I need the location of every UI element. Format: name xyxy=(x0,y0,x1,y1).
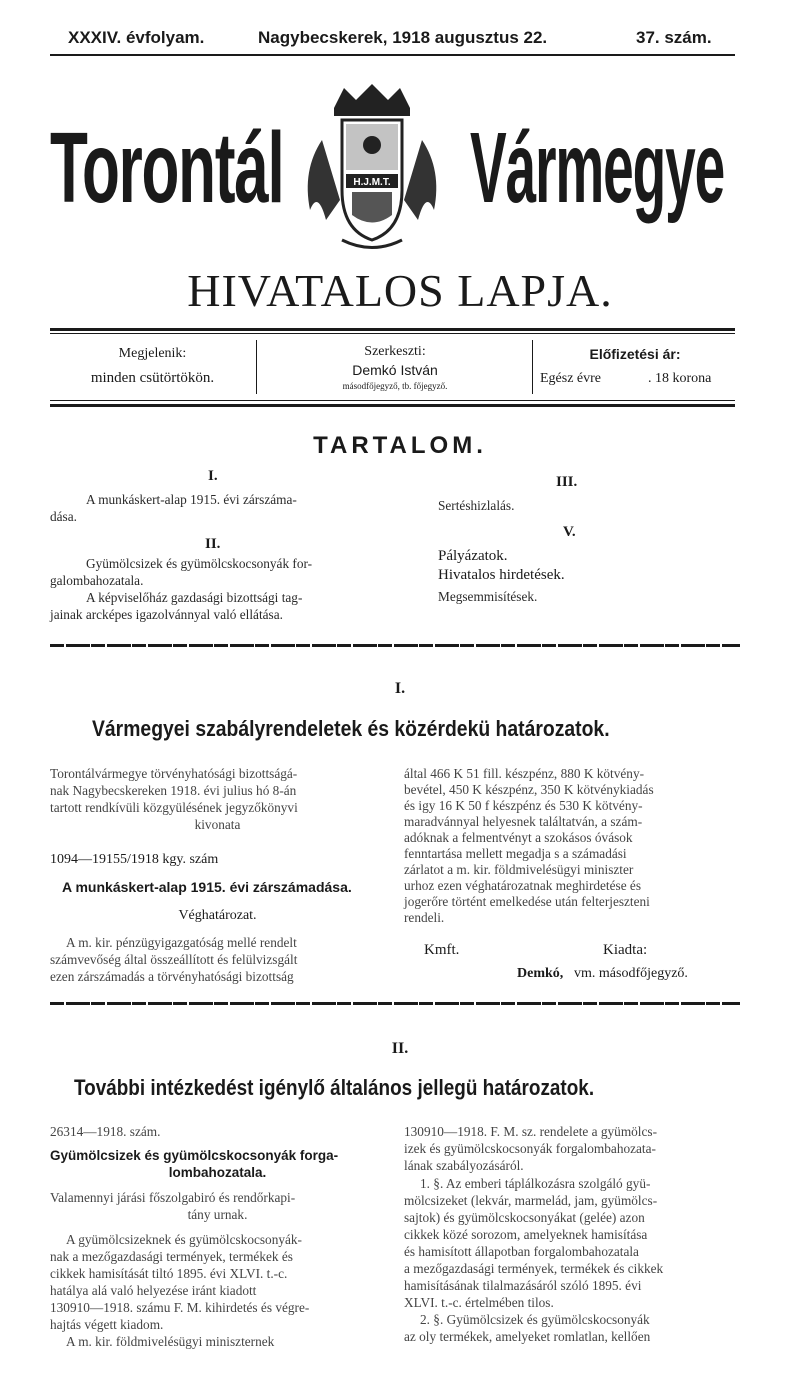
toc-sec1-line1: A munkáskert-alap 1915. évi zárszáma- xyxy=(86,492,297,507)
toc-sec2-line2: galombahozatala. xyxy=(50,573,144,588)
s1-r-l6: fenntartása mellett megadja s a számadási xyxy=(404,846,627,861)
s2-r-l12: 2. §. Gyümölcsizek és gyümölcskocsonyák xyxy=(420,1312,650,1327)
s2-p1-l3: cikkek hamisítását tiltó 1895. évi XLVI. t.-c. xyxy=(50,1266,288,1281)
info-col3-label: Előfizetési ár: xyxy=(589,346,681,362)
toc-bottom-rule xyxy=(50,644,740,647)
info-col2-value: Demkó István xyxy=(352,362,438,378)
info-bottom-rule-2 xyxy=(50,404,735,407)
toc-sec1-numeral: I. xyxy=(208,468,218,484)
toc-sec3-numeral: III. xyxy=(556,474,578,490)
section2-numeral: II. xyxy=(391,1040,409,1057)
s1-decision: Véghatározat. xyxy=(178,908,257,923)
issue-number: 37. szám. xyxy=(636,28,712,47)
section1-heading: Vármegyei szabályrendeletek és közérdekü határozatok. xyxy=(92,716,610,741)
s1-r-l10: rendeli. xyxy=(404,910,445,925)
crest-emblem xyxy=(282,80,462,250)
place-date: Nagybecskerek, 1918 augusztus 22. xyxy=(258,28,548,47)
s1-signature-title: vm. másodfőjegyző. xyxy=(574,966,688,981)
s1-intro-l3: tartott rendkívüli közgyülésének jegyzőkönyvi xyxy=(50,800,298,815)
top-rule xyxy=(50,54,735,56)
s1-signature-name: Demkó, xyxy=(517,966,564,981)
section2-heading-box xyxy=(74,1073,794,1103)
s1-r-l1: által 466 K 51 fill. készpénz, 880 K kötvény- xyxy=(404,766,645,781)
s1-p1-l2: számvevőség által összeállított és felülvizsgált xyxy=(50,952,298,967)
toc-sec5-item2: Hivatalos hirdetések. xyxy=(438,567,565,583)
s1-p1-l3: ezen zárszámadás a törvényhatósági bizottság xyxy=(50,969,294,984)
s1-r-l4: maradvánnyal helyesnek találtatván, a szám- xyxy=(404,814,643,829)
s1-p1-l1: A m. kir. pénzügyigazgatóság mellé rendelt xyxy=(66,935,297,950)
info-col3-value-b: . 18 korona xyxy=(648,371,712,386)
s2-r-l3: lának szabályozásáról. xyxy=(404,1158,524,1173)
info-col1-label: Megjelenik: xyxy=(118,346,187,361)
s2-r-l7: cikkek közé sorozom, amelyeknek hamisítása xyxy=(404,1227,648,1242)
s2-p2-l1: A m. kir. földmivelésügyi miniszternek xyxy=(66,1334,275,1349)
s1-intro-l4: kivonata xyxy=(194,817,241,832)
toc-sec5-numeral: V. xyxy=(563,524,576,540)
section1-numeral: I. xyxy=(394,680,406,697)
s2-r-l11: XLVI. t.-c. értelmében tilos. xyxy=(404,1295,554,1310)
toc-heading: TARTALOM. xyxy=(313,432,487,459)
toc-sec2-numeral: II. xyxy=(205,536,221,552)
info-col2-sub: másodfőjegyző, tb. főjegyző. xyxy=(342,381,448,391)
s2-r-l10: hamisításának tilalmazásáról szóló 1895. évi xyxy=(404,1278,642,1293)
toc-sec2-line3: A képviselőház gazdasági bizottsági tag- xyxy=(86,590,303,605)
county-crest xyxy=(282,80,462,250)
s2-r-l2: izek és gyümölcskocsonyák forgalombahozata- xyxy=(404,1141,656,1156)
svg-text:H.J.M.T.: H.J.M.T. xyxy=(353,177,391,188)
s2-r-l1: 130910—1918. F. M. sz. rendelete a gyümölcs- xyxy=(404,1124,658,1139)
s2-addr-l1: Valamennyi járási főszolgabiró és rendőrkapi- xyxy=(50,1190,296,1205)
s1-intro-l1: Torontálvármegye törvényhatósági bizottságá- xyxy=(50,766,298,781)
toc-sec5-item3: Megsemmisítések. xyxy=(438,589,538,604)
s1-title: A munkáskert-alap 1915. évi zárszámadása. xyxy=(62,879,352,895)
toc-sec2-line4: jainak arcképes igazolvánnyal való ellátása. xyxy=(50,607,283,622)
s2-r-l8: és hamisított állapotban forgalombahozatala xyxy=(404,1244,639,1259)
section1-heading-box xyxy=(92,714,792,744)
s1-kmft: Kmft. xyxy=(424,942,460,958)
s1-kiadta: Kiadta: xyxy=(603,942,648,958)
s2-r-l9: a mezőgazdasági termények, termékek és cikkek xyxy=(404,1261,664,1276)
info-col2-label: Szerkeszti: xyxy=(364,344,426,359)
s1-r-l3: és igy 16 K 50 f készpénz és 530 K kötvény- xyxy=(404,798,643,813)
s2-p1-l5: 130910—1918. számu F. M. kihirdetés és végre- xyxy=(50,1300,310,1315)
section1-bottom-rule xyxy=(50,1002,740,1005)
info-col3-value-a: Egész évre xyxy=(540,371,602,386)
toc-sec3-item: Sertéshizlalás. xyxy=(438,498,515,513)
title-left: Torontál xyxy=(50,112,284,224)
info-divider-1 xyxy=(256,340,257,394)
s1-intro-l2: nak Nagybecskereken 1918. évi julius hó 8-án xyxy=(50,783,297,798)
s2-p1-l1: A gyümölcsizeknek és gyümölcskocsonyák- xyxy=(66,1232,302,1247)
toc-sec2-line1: Gyümölcsizek és gyümölcskocsonyák for- xyxy=(86,556,313,571)
s1-ref: 1094—19155/1918 kgy. szám xyxy=(50,852,219,867)
s2-r-l5: mölcsizeket (lekvár, marmelád, jam, gyümölcs- xyxy=(404,1193,658,1208)
s2-r-l4: 1. §. Az emberi táplálkozásra szolgáló gyü- xyxy=(420,1176,651,1191)
section2-heading: További intézkedést igénylő általános jellegü határozatok. xyxy=(74,1075,595,1100)
info-divider-2 xyxy=(532,340,533,394)
s1-r-l2: bevétel, 450 K készpénz, 350 K kötvénykiadás xyxy=(404,782,654,797)
s2-ref: 26314—1918. szám. xyxy=(50,1124,161,1139)
info-top-rule-2 xyxy=(50,333,735,334)
toc-sec1-line2: dása. xyxy=(50,509,77,524)
s2-r-l13: az oly termékek, amelyeket romlatlan, kellően xyxy=(404,1329,651,1344)
s1-r-l5: adóknak a felmentvényt a szokásos óvások xyxy=(404,830,633,845)
volume-number: XXXIV. évfolyam. xyxy=(68,28,205,47)
info-col1-value: minden csütörtökön. xyxy=(90,370,215,386)
info-top-rule xyxy=(50,328,735,331)
title-left-box xyxy=(50,108,290,228)
title-right-box xyxy=(470,108,740,228)
s1-r-l7: zárlatot a m. kir. földmivelésügyi miniszter xyxy=(404,862,634,877)
s2-addr-l2: tány urnak. xyxy=(187,1207,248,1222)
s2-p1-l2: nak a mezőgazdasági termények, termékek és xyxy=(50,1249,293,1264)
s2-title-l1: Gyümölcsizek és gyümölcskocsonyák forga- xyxy=(50,1148,339,1163)
s2-title-l2: lombahozatala. xyxy=(168,1165,267,1180)
toc-sec5-item1: Pályázatok. xyxy=(438,548,508,564)
s1-r-l9: jogerőre történt emelkedése után felterjeszteni xyxy=(404,894,650,909)
s2-r-l6: sajtok) és gyümölcskocsonyákat (gelée) azon xyxy=(404,1210,645,1225)
title-right: Vármegye xyxy=(470,112,725,224)
s2-p1-l4: hatálya alá való helyezése iránt kiadott xyxy=(50,1283,257,1298)
subtitle: HIVATALOS LAPJA. xyxy=(187,265,613,316)
s2-p1-l6: hajtás végett kiadom. xyxy=(50,1317,164,1332)
info-bottom-rule xyxy=(50,400,735,401)
s1-r-l8: urhoz ezen véghatározatnak meghirdetése és xyxy=(404,878,642,893)
